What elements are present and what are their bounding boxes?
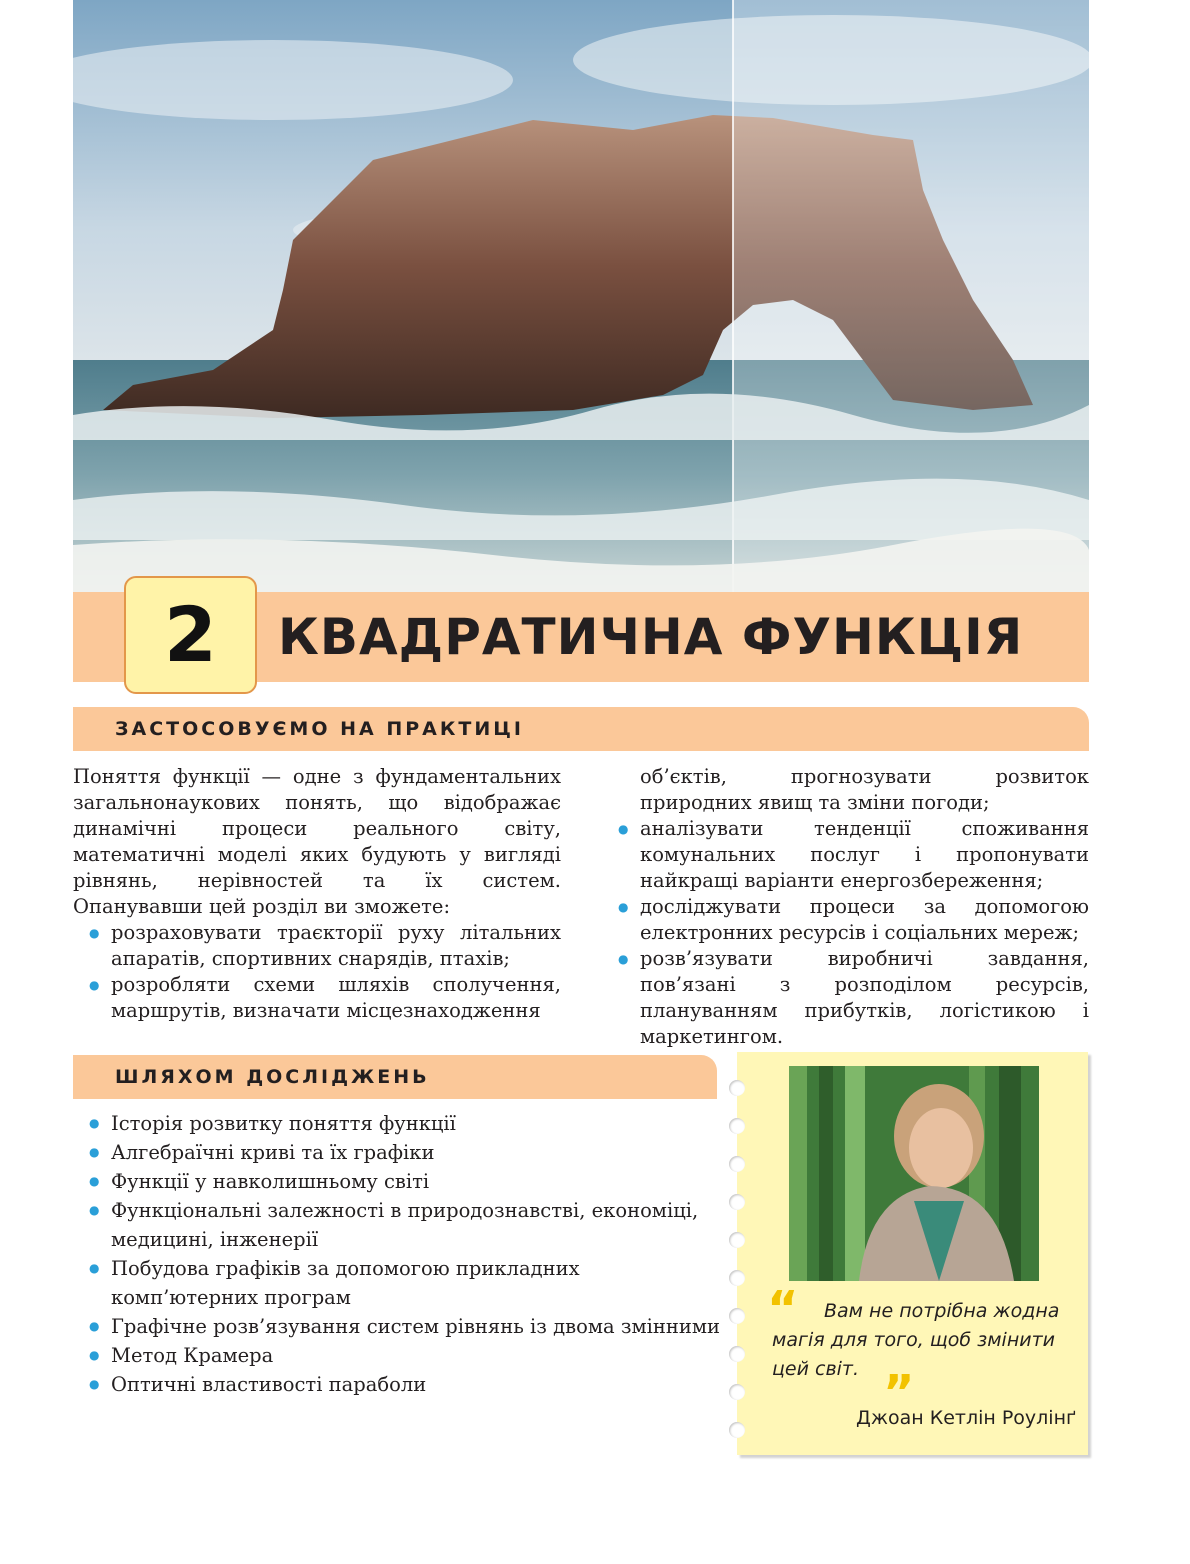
practice-item: ● досліджувати процеси за допомогою електронних ресурсів і соціальних мереж; — [602, 894, 1089, 946]
binder-hole — [729, 1270, 745, 1286]
binder-hole — [729, 1156, 745, 1172]
chapter-number: 2 — [164, 590, 217, 679]
practice-left-column — [73, 764, 561, 1024]
practice-item: ● аналізувати тенденції споживання комунальних послуг і пропонувати найкращі варіанти енергозбереження; — [602, 816, 1089, 894]
research-heading-bar — [73, 1055, 717, 1099]
research-list — [73, 1109, 723, 1399]
chapter-number-box — [124, 576, 257, 694]
research-heading: ШЛЯХОМ ДОСЛІДЖЕНЬ — [115, 1066, 430, 1088]
practice-item: ● розв’язувати виробничі завдання, пов’язані з розподілом ресурсів, плануванням прибутків, логістикою і маркетингом. — [602, 946, 1089, 1050]
binder-hole — [729, 1346, 745, 1362]
research-item: ● Графічне розв’язування систем рівнянь із двома змінними — [73, 1312, 723, 1341]
practice-item: ● розраховувати траєкторії руху літальних апаратів, спортивних снарядів, птахів; — [73, 920, 561, 972]
practice-right-column — [602, 764, 1089, 1050]
binder-hole — [729, 1384, 745, 1400]
research-item: ● Функціональні залежності в природознавстві, економіці, медицині, інженерії — [73, 1196, 723, 1254]
author-portrait — [789, 1066, 1039, 1281]
research-item: ● Алгебраїчні криві та їх графіки — [73, 1138, 723, 1167]
research-item: ● Метод Крамера — [73, 1341, 723, 1370]
practice-intro: Поняття функції — одне з фундаментальних загальнонаукових понять, що відображає динамічні процеси реального світу, математичні моделі яких будують у вигляді рівнянь, нерівностей та їх систем. Опанувавши цей розділ ви зможете: — [73, 765, 561, 918]
research-item: ● Побудова графіків за допомогою прикладних комп’ютерних програм — [73, 1254, 723, 1312]
quote-close-icon: ” — [883, 1365, 915, 1421]
practice-item-continuation: об’єктів, прогнозувати розвиток природних явищ та зміни погоди; — [640, 765, 1089, 814]
binder-hole — [729, 1118, 745, 1134]
practice-heading: ЗАСТОСОВУЄМО НА ПРАКТИЦІ — [115, 718, 524, 740]
quote-author: Джоан Кетлін Роулінґ — [856, 1407, 1076, 1429]
practice-item: ● розробляти схеми шляхів сполучення, маршрутів, визначати місцезнаходження — [73, 972, 561, 1024]
research-item: ● Функції у навколишньому світі — [73, 1167, 723, 1196]
hero-photo — [73, 0, 1089, 592]
quote-text: Вам не потрібна жодна магія для того, щоб змінити цей світ. — [772, 1300, 1060, 1380]
binder-hole — [729, 1308, 745, 1324]
research-item: ● Оптичні властивості параболи — [73, 1370, 723, 1399]
quote-card — [737, 1052, 1088, 1455]
quote-open-icon: “ — [767, 1281, 799, 1337]
binder-hole — [729, 1080, 745, 1096]
chapter-title: КВАДРАТИЧНА ФУНКЦІЯ — [278, 608, 1024, 666]
binder-hole — [729, 1194, 745, 1210]
practice-heading-bar — [73, 707, 1089, 751]
research-item: ● Історія розвитку поняття функції — [73, 1109, 723, 1138]
binder-hole — [729, 1232, 745, 1248]
binder-hole — [729, 1422, 745, 1438]
